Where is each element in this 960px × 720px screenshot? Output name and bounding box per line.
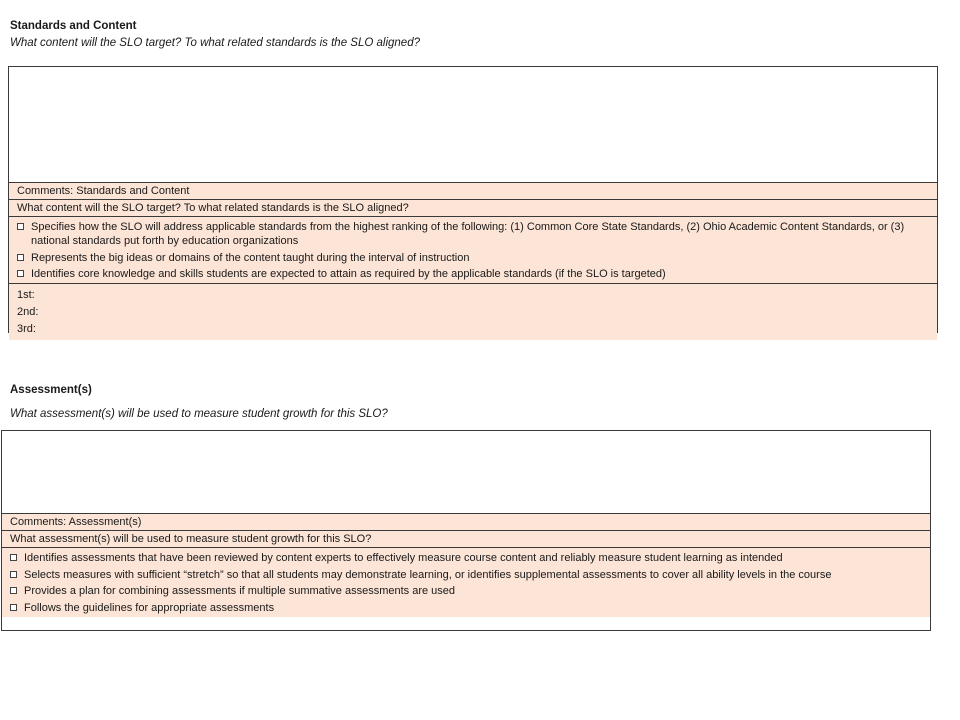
criterion-text: Specifies how the SLO will address applicable standards from the highest ranking of the following: (1) Common Core State Standards, (2) Ohio Academic Content Standards, or (3) national standards put forth by education organizations — [31, 221, 905, 247]
assessments-section-question: What assessment(s) will be used to measure student growth for this SLO? — [10, 408, 388, 420]
standards-criteria-row — [9, 217, 937, 284]
standards-criteria-list — [17, 218, 929, 283]
criterion-text: Provides a plan for combining assessments if multiple summative assessments are used — [24, 585, 456, 597]
assessments-section-title: Assessment(s) — [10, 384, 92, 396]
criterion-item — [10, 568, 922, 582]
standards-question-row: What content will the SLO target? To what related standards is the SLO aligned? — [9, 200, 937, 217]
criterion-text: Follows the guidelines for appropriate assessments — [24, 601, 275, 614]
criterion-text: Identifies assessments that have been reviewed by content experts to effectively measure course content and reliably measure student learning as intended — [24, 552, 783, 564]
checkbox[interactable] — [17, 254, 24, 261]
assessments-question-row: What assessment(s) will be used to measure student growth for this SLO? — [2, 531, 930, 548]
standards-response-area[interactable] — [9, 67, 937, 183]
criterion-item — [10, 551, 922, 565]
standards-section-question: What content will the SLO target? To what related standards is the SLO aligned? — [10, 37, 420, 49]
rank-second-field[interactable]: 2nd: — [17, 306, 39, 318]
standards-form-box — [8, 66, 938, 333]
checkbox[interactable] — [17, 270, 24, 277]
checkbox[interactable] — [10, 554, 17, 561]
rank-third-field[interactable]: 3rd: — [17, 323, 36, 335]
checkbox[interactable] — [10, 604, 17, 611]
assessments-criteria-list — [10, 549, 922, 617]
criterion-text: Identifies core knowledge and skills students are expected to attain as required by the applicable standards (if the SLO is targeted) — [31, 268, 666, 280]
checkbox[interactable] — [10, 571, 17, 578]
rank-list — [17, 285, 929, 340]
assessments-criteria-row — [2, 548, 930, 617]
assessments-comments-label: Comments: Assessment(s) — [2, 514, 930, 531]
checkbox[interactable] — [17, 223, 24, 230]
assessments-response-area[interactable] — [2, 431, 930, 514]
criterion-item — [10, 601, 922, 615]
assessments-form-box — [1, 430, 931, 631]
standards-section-title: Standards and Content — [10, 20, 137, 32]
criterion-item — [17, 220, 929, 248]
criterion-item — [17, 251, 929, 265]
criterion-item — [10, 584, 922, 598]
criterion-text: Represents the big ideas or domains of the content taught during the interval of instruction — [31, 251, 470, 264]
criterion-text: Selects measures with sufficient “stretch” so that all students may demonstrate learning, or identifies supplemental assessments to cover all ability levels in the course — [24, 568, 832, 581]
standards-comments-label: Comments: Standards and Content — [9, 183, 937, 200]
checkbox[interactable] — [10, 587, 17, 594]
criterion-item — [17, 267, 929, 281]
standards-ranks-row — [9, 284, 937, 340]
rank-first-field[interactable]: 1st: — [17, 289, 35, 301]
